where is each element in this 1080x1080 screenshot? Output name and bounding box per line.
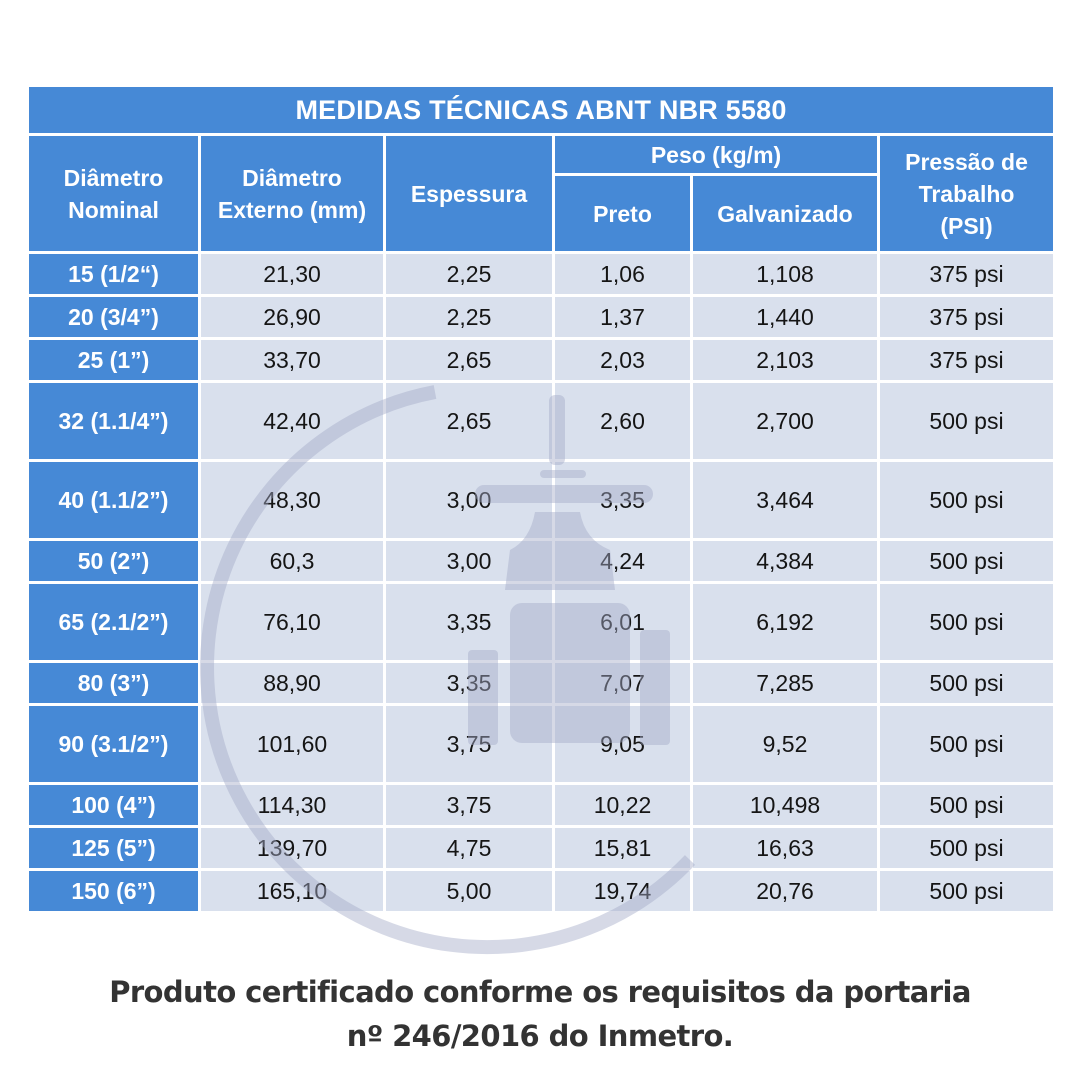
nominal-diameter-cell: 90 (3.1/2”) bbox=[28, 705, 200, 784]
working-pressure-cell: 500 psi bbox=[879, 662, 1055, 705]
external-diameter-cell: 21,30 bbox=[200, 253, 385, 296]
weight-galvanized-cell: 7,285 bbox=[692, 662, 879, 705]
thickness-cell: 2,25 bbox=[385, 296, 554, 339]
weight-galvanized-cell: 2,103 bbox=[692, 339, 879, 382]
weight-galvanized-cell: 9,52 bbox=[692, 705, 879, 784]
external-diameter-cell: 114,30 bbox=[200, 784, 385, 827]
table-row bbox=[28, 382, 1055, 461]
weight-black-cell: 3,35 bbox=[554, 461, 692, 540]
certification-footer bbox=[0, 970, 1080, 1058]
weight-galvanized-cell: 20,76 bbox=[692, 870, 879, 913]
weight-black-cell: 9,05 bbox=[554, 705, 692, 784]
external-diameter-cell: 48,30 bbox=[200, 461, 385, 540]
header-pressure-line1: Pressão de bbox=[905, 148, 1028, 175]
weight-black-cell: 15,81 bbox=[554, 827, 692, 870]
header-weight-group: Peso (kg/m) bbox=[554, 135, 879, 175]
weight-black-cell: 6,01 bbox=[554, 583, 692, 662]
header-nominal-line1: Diâmetro bbox=[63, 164, 164, 191]
nominal-diameter-cell: 65 (2.1/2”) bbox=[28, 583, 200, 662]
weight-black-cell: 4,24 bbox=[554, 540, 692, 583]
table-row bbox=[28, 784, 1055, 827]
working-pressure-cell: 500 psi bbox=[879, 583, 1055, 662]
weight-black-cell: 1,37 bbox=[554, 296, 692, 339]
thickness-cell: 3,75 bbox=[385, 784, 554, 827]
header-external-diameter bbox=[200, 135, 385, 253]
table-row bbox=[28, 870, 1055, 913]
weight-black-cell: 10,22 bbox=[554, 784, 692, 827]
table-row bbox=[28, 461, 1055, 540]
header-weight-galvanized: Galvanizado bbox=[692, 175, 879, 253]
header-external-line2: Externo (mm) bbox=[217, 196, 367, 223]
external-diameter-cell: 139,70 bbox=[200, 827, 385, 870]
header-pressure-line3: (PSI) bbox=[940, 212, 993, 239]
table-row bbox=[28, 540, 1055, 583]
weight-black-cell: 2,60 bbox=[554, 382, 692, 461]
working-pressure-cell: 500 psi bbox=[879, 784, 1055, 827]
weight-galvanized-cell: 3,464 bbox=[692, 461, 879, 540]
header-working-pressure bbox=[879, 135, 1055, 253]
nominal-diameter-cell: 150 (6”) bbox=[28, 870, 200, 913]
table-body bbox=[28, 253, 1055, 913]
working-pressure-cell: 500 psi bbox=[879, 827, 1055, 870]
working-pressure-cell: 500 psi bbox=[879, 382, 1055, 461]
thickness-cell: 2,65 bbox=[385, 339, 554, 382]
weight-galvanized-cell: 16,63 bbox=[692, 827, 879, 870]
working-pressure-cell: 375 psi bbox=[879, 339, 1055, 382]
table-row bbox=[28, 662, 1055, 705]
weight-galvanized-cell: 2,700 bbox=[692, 382, 879, 461]
footer-line-1: Produto certificado conforme os requisitos da portaria bbox=[109, 975, 971, 1009]
thickness-cell: 5,00 bbox=[385, 870, 554, 913]
thickness-cell: 4,75 bbox=[385, 827, 554, 870]
working-pressure-cell: 500 psi bbox=[879, 870, 1055, 913]
external-diameter-cell: 42,40 bbox=[200, 382, 385, 461]
nominal-diameter-cell: 50 (2”) bbox=[28, 540, 200, 583]
table-row bbox=[28, 296, 1055, 339]
header-nominal-line2: Nominal bbox=[68, 196, 159, 223]
working-pressure-cell: 500 psi bbox=[879, 540, 1055, 583]
thickness-cell: 2,65 bbox=[385, 382, 554, 461]
thickness-cell: 3,00 bbox=[385, 540, 554, 583]
thickness-cell: 3,35 bbox=[385, 662, 554, 705]
weight-black-cell: 2,03 bbox=[554, 339, 692, 382]
weight-galvanized-cell: 10,498 bbox=[692, 784, 879, 827]
table-title: MEDIDAS TÉCNICAS ABNT NBR 5580 bbox=[28, 86, 1055, 135]
nominal-diameter-cell: 125 (5”) bbox=[28, 827, 200, 870]
header-pressure-line2: Trabalho bbox=[918, 180, 1015, 207]
table-row bbox=[28, 253, 1055, 296]
working-pressure-cell: 375 psi bbox=[879, 253, 1055, 296]
table-row bbox=[28, 339, 1055, 382]
external-diameter-cell: 60,3 bbox=[200, 540, 385, 583]
weight-black-cell: 19,74 bbox=[554, 870, 692, 913]
external-diameter-cell: 33,70 bbox=[200, 339, 385, 382]
footer-line-2: nº 246/2016 do Inmetro. bbox=[346, 1019, 734, 1053]
thickness-cell: 3,75 bbox=[385, 705, 554, 784]
header-thickness: Espessura bbox=[385, 135, 554, 253]
working-pressure-cell: 375 psi bbox=[879, 296, 1055, 339]
working-pressure-cell: 500 psi bbox=[879, 705, 1055, 784]
external-diameter-cell: 101,60 bbox=[200, 705, 385, 784]
table-row bbox=[28, 827, 1055, 870]
external-diameter-cell: 165,10 bbox=[200, 870, 385, 913]
weight-galvanized-cell: 1,108 bbox=[692, 253, 879, 296]
table-row bbox=[28, 705, 1055, 784]
external-diameter-cell: 76,10 bbox=[200, 583, 385, 662]
external-diameter-cell: 26,90 bbox=[200, 296, 385, 339]
nominal-diameter-cell: 100 (4”) bbox=[28, 784, 200, 827]
external-diameter-cell: 88,90 bbox=[200, 662, 385, 705]
nominal-diameter-cell: 40 (1.1/2”) bbox=[28, 461, 200, 540]
weight-black-cell: 1,06 bbox=[554, 253, 692, 296]
nominal-diameter-cell: 25 (1”) bbox=[28, 339, 200, 382]
header-nominal-diameter bbox=[28, 135, 200, 253]
table-row bbox=[28, 583, 1055, 662]
header-external-line1: Diâmetro bbox=[242, 164, 342, 191]
weight-galvanized-cell: 4,384 bbox=[692, 540, 879, 583]
nominal-diameter-cell: 80 (3”) bbox=[28, 662, 200, 705]
nominal-diameter-cell: 32 (1.1/4”) bbox=[28, 382, 200, 461]
technical-specs-table-container bbox=[26, 84, 1053, 914]
working-pressure-cell: 500 psi bbox=[879, 461, 1055, 540]
technical-specs-table bbox=[26, 84, 1056, 914]
nominal-diameter-cell: 20 (3/4”) bbox=[28, 296, 200, 339]
thickness-cell: 3,00 bbox=[385, 461, 554, 540]
thickness-cell: 3,35 bbox=[385, 583, 554, 662]
header-weight-black: Preto bbox=[554, 175, 692, 253]
thickness-cell: 2,25 bbox=[385, 253, 554, 296]
weight-galvanized-cell: 1,440 bbox=[692, 296, 879, 339]
nominal-diameter-cell: 15 (1/2“) bbox=[28, 253, 200, 296]
weight-galvanized-cell: 6,192 bbox=[692, 583, 879, 662]
weight-black-cell: 7,07 bbox=[554, 662, 692, 705]
